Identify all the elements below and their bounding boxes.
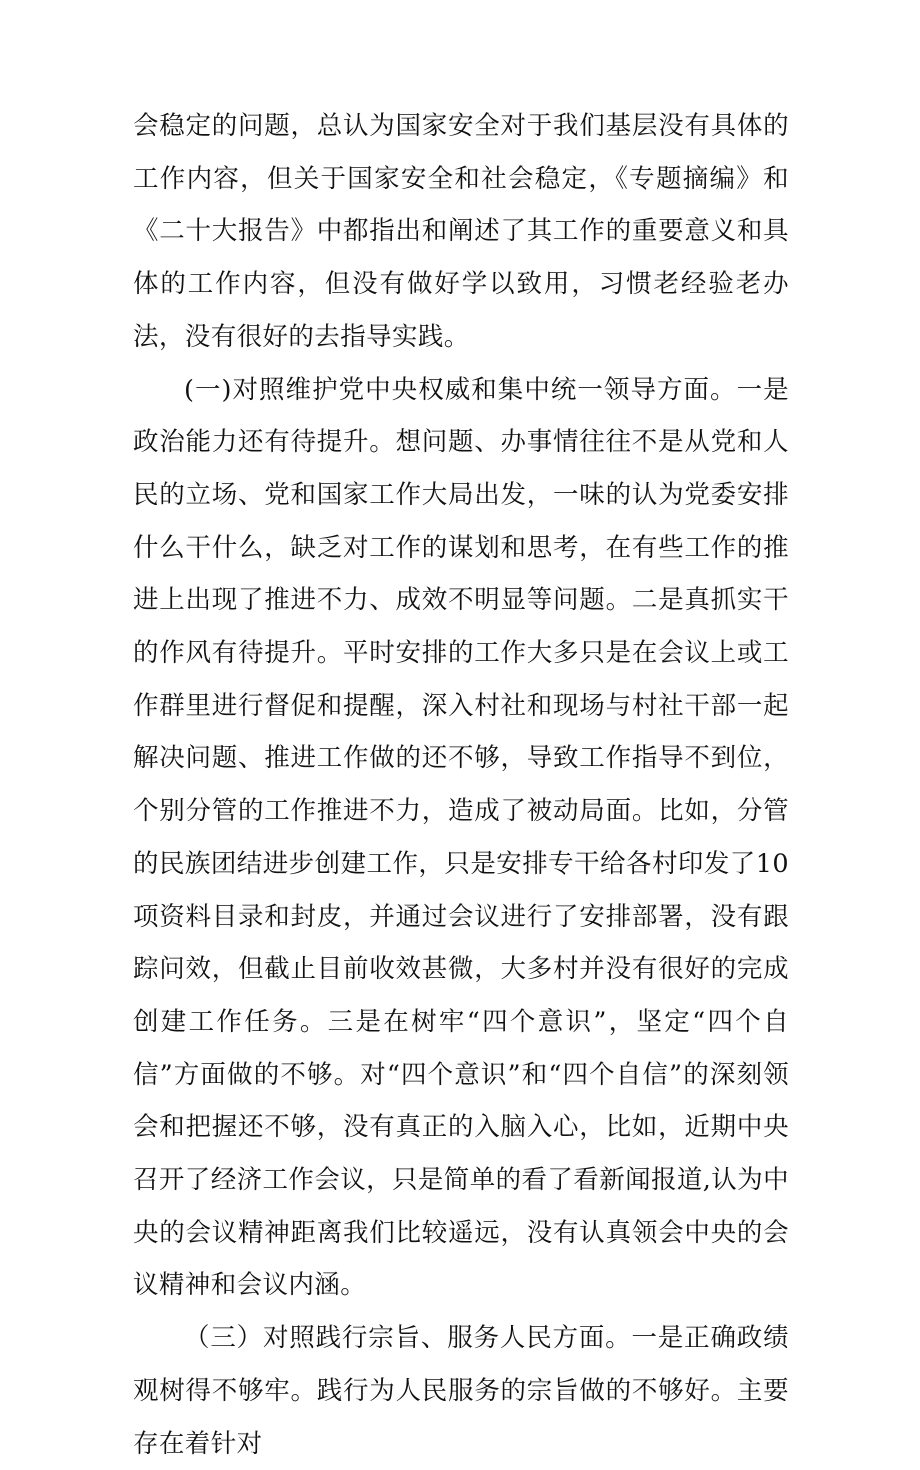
paragraph-section-one bbox=[133, 364, 789, 1313]
paragraph-text: 对“四个意识”和“四个自信”的深刻领会和把握还不够，没有真正的入脑入心，比如，近期中央召开了经济工作会议，只是简单的看了看新闻报道,认为中央的会议精神距离我们比较遥远，没有认真领会中央的会议精神和会议内涵。 bbox=[133, 1059, 790, 1301]
paragraph-text: 践行为人民服务的宗旨做的不够好。主要存在着针对 bbox=[133, 1375, 789, 1459]
paragraph-section-three bbox=[133, 1312, 789, 1470]
section-heading-text: （三）对照践行宗旨、服务人民方面。一是正确政绩观树得不够牢。 bbox=[133, 1323, 789, 1406]
paragraph-continuation bbox=[133, 100, 789, 364]
document-body bbox=[133, 100, 789, 1470]
section-heading-text: (一)对照维护党中央权威和集中统一领导方面。一是政治能力还有待提升。 bbox=[133, 374, 789, 458]
paragraph-text: 想问题、办事情往往不是从党和人民的立场、党和国家工作大局出发，一味的认为党委安排什么干什么，缺乏对工作的谋划和思考，在有些工作的推进上出现了推进不力、成效不明显等问题。 bbox=[133, 427, 789, 616]
emphasis-text: 二是真抓实干的作风有待提升。 bbox=[133, 585, 789, 669]
paragraph-text: 会稳定的问题，总认为国家安全对于我们基层没有具体的工作内容，但关于国家安全和社会稳定，《专题摘编》和《二十大报告》中都指出和阐述了其工作的重要意义和具体的工作内容，但没有做好学以致用，习惯老经验老办法，没有很好的去指导实践。 bbox=[133, 111, 789, 352]
emphasis-text: 创建工作任务。三是在树牢“四个意识”，坚定“四个自信”方面做的不够。 bbox=[133, 1006, 789, 1090]
paragraph-text: 平时安排的工作大多只是在会议上或工作群里进行督促和提醒，深入村社和现场与村社干部一起解决问题、推进工作做的还不够，导致工作指导不到位，个别分管的工作推进不力，造成了被动局面。比如，分管的民族团结进步创建工作，只是安排专干给各村印发了10项资料目录和封皮，并通过会议进行了安排部署，没有跟踪问效，但截止目前收效甚微，大多村并没有很好的完成 bbox=[133, 638, 789, 985]
